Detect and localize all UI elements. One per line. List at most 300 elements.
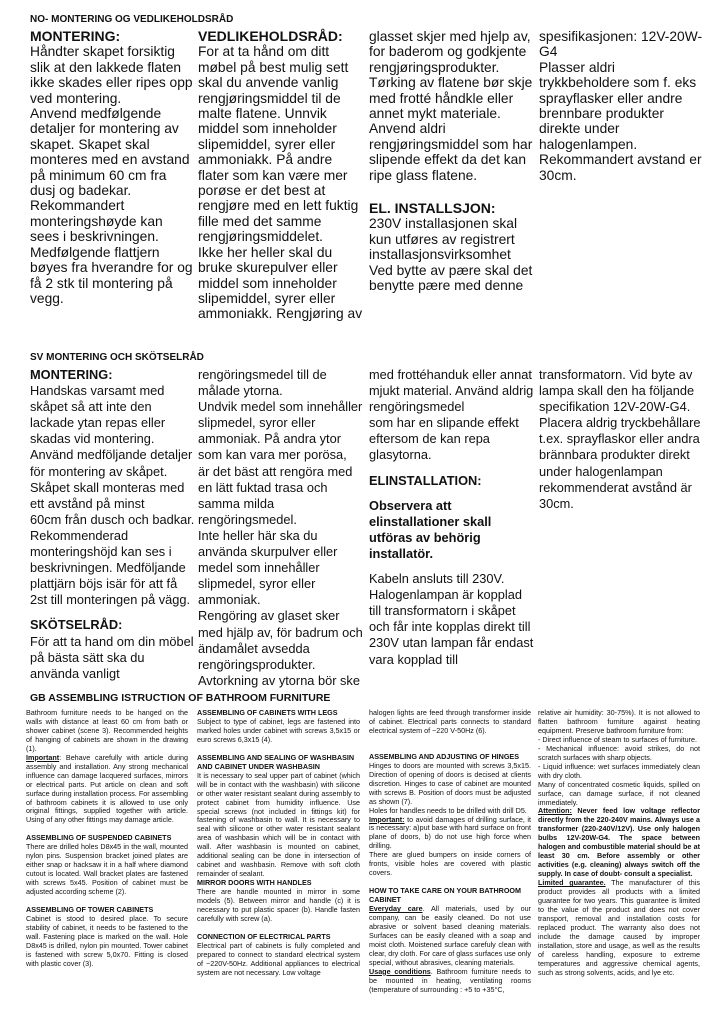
section-sv-header: SV MONTERING OCH SKÖTSELRÅD (30, 352, 204, 363)
text-line (539, 447, 709, 463)
text-span: Ved bytte av pære skal det (369, 262, 533, 278)
underlined-term: Limited guarantee. (538, 878, 606, 888)
text-span: SKÖTSELRÅD: (30, 617, 123, 633)
text-line (30, 75, 192, 90)
text-line (198, 245, 363, 260)
text-line (539, 383, 709, 399)
text-span: med frotté håndkle eller (369, 90, 514, 106)
section-heading (198, 29, 363, 44)
text-span: : Behave carefully with article during assembly and installation. Any strong mechanical influence can damage lacquered surfaces, mirrors or electrical parts. Put article on clean and soft surface during installation process. For assembling of bathroom cabinets it is allowed to use only original fittings, supplied together with article. Using of any other fittings may damage article. (26, 752, 188, 825)
text-line (198, 576, 363, 592)
text-span: ELINSTALLATION: (369, 472, 482, 488)
text-line (198, 415, 363, 431)
text-line (198, 544, 363, 560)
text-line (198, 60, 363, 75)
sv-column-3 (369, 367, 535, 668)
text-line (198, 447, 363, 463)
text-span: sprayflasker eller andre (539, 90, 683, 106)
text-span: rengjøringsprodukter. (369, 59, 500, 75)
text-span: G4 (539, 44, 558, 60)
text-span: medel som innehåller (198, 560, 320, 576)
section-heading (369, 530, 535, 546)
text-span: rengöringsmedel. (198, 511, 297, 527)
text-span: 30cm. (539, 495, 574, 511)
text-line (198, 592, 363, 608)
text-span: trykkbeholdere som f. eks (539, 75, 697, 91)
text-line (538, 879, 700, 977)
text-line (30, 511, 195, 528)
text-span: Inte heller här ska du (198, 527, 318, 543)
text-span: malte flatene. Unnvik (198, 106, 327, 122)
text-line (30, 168, 192, 183)
text-line (369, 816, 531, 852)
text-line (30, 183, 192, 198)
text-line (369, 619, 535, 635)
text-line (30, 60, 192, 75)
text-line (369, 603, 535, 619)
text-line (26, 709, 188, 754)
text-line (538, 781, 700, 808)
text-line (369, 44, 535, 59)
text-line (198, 137, 363, 152)
text-span: t.ex. sprayflaskor eller andra (539, 431, 700, 447)
underlined-term: Usage conditions (369, 966, 431, 976)
text-span: Plasser aldri (539, 59, 615, 75)
text-span: middel som inneholder (198, 275, 337, 291)
text-span: Håndter skapet forsiktig (30, 44, 175, 60)
text-line (539, 121, 709, 136)
text-span: monteringshöjd kan ses i (30, 544, 172, 560)
text-span: Bathroom furniture needs to be hanged on the walls with distance at least 60 cm from bath or shower cabinet (scene 3). Recommended heights of hanging of cabinets are shown in the drawing (1). (26, 708, 188, 753)
text-line (369, 415, 535, 431)
text-span: ammoniak. På andra ytor (198, 431, 341, 447)
text-span: MIRROR DOORS WITH HANDLES (197, 878, 312, 888)
text-line (369, 121, 535, 136)
section-no-header: NO- MONTERING OG VEDLIKEHOLDSRÅD (30, 14, 234, 25)
text-span: slik at den lakkede flaten (30, 59, 182, 75)
text-line (198, 657, 363, 673)
text-line (369, 367, 535, 383)
text-span: Kabeln ansluts till 230V. (369, 571, 505, 587)
section-heading (369, 201, 535, 216)
text-line (539, 152, 709, 167)
text-span: halogenlampen. (539, 136, 638, 152)
text-line (539, 60, 709, 75)
text-span: kun utføres av registrert (369, 231, 515, 247)
text-span: Subject to type of cabinet, legs are fastened into marked holes under cabinet with screws 3,5x15 or euro screws 6,3x15 (4). (197, 716, 360, 744)
text-span: ikke skades eller ripes opp (30, 75, 193, 91)
text-span: rengjøringsmiddelet. (198, 229, 323, 245)
text-span: på minimum 60 cm fra (30, 167, 167, 183)
text-span: målade ytorna. (198, 383, 283, 399)
spacer (30, 608, 192, 617)
text-line (198, 91, 363, 106)
text-line (369, 247, 535, 262)
text-line (30, 291, 192, 306)
text-line (30, 276, 192, 291)
text-line (539, 44, 709, 59)
text-span: ammoniakk. Rengjøring av (198, 306, 363, 322)
text-span: ASSEMBLING OF TOWER CABINETS (26, 905, 154, 915)
text-span: till transformatorn i skåpet (369, 603, 516, 619)
text-span: en lätt fuktad trasa och (198, 479, 328, 495)
text-line (198, 608, 363, 624)
text-span: rengöringsprodukter. (198, 656, 316, 672)
text-span: ändamålet avsedda (198, 640, 310, 656)
text-line (369, 905, 531, 968)
text-line (369, 571, 535, 587)
text-line (198, 641, 363, 657)
text-line (30, 464, 192, 480)
text-span: transformatorn. Vid byte av (539, 367, 693, 382)
text-line (26, 915, 188, 969)
text-line (539, 91, 709, 106)
text-span: sees i beskrivningen. (30, 229, 159, 245)
text-span: slipmedel, syror eller (198, 576, 316, 592)
section-heading (369, 498, 535, 514)
section-gb-header: GB ASSEMBLING ISTRUCTION OF BATHROOM FURNITURE (30, 692, 331, 704)
text-line (198, 106, 363, 121)
text-line (369, 263, 535, 278)
text-span: rengjøre med en lett fuktig (198, 198, 359, 214)
text-line (539, 106, 709, 121)
text-span: Halogenlampan är kopplad (369, 587, 522, 603)
text-span: annet mykt materiale. (369, 106, 501, 122)
text-line (538, 807, 700, 879)
text-span: som har en slipande effekt (369, 415, 519, 431)
text-span: møbel på best mulig sett (198, 59, 349, 75)
section-heading (30, 617, 192, 633)
text-span: direkte under (539, 121, 620, 137)
text-span: slipemiddel, syrer eller (198, 136, 336, 152)
bold-text: Never feed low voltage reflector directly from the 220-240V mains. Always use a transformer (220-240V/12V). Use only halogen bulbs 12V-20W-G4. The space between halogen and combustible material should be at least 30 cm. Before assembly or other activities (e.g. cleaning) always switch off the supply. In case of doubt- consult a specialist. (538, 806, 700, 879)
text-line (369, 152, 535, 167)
text-line (30, 229, 192, 244)
text-span: ASSEMBLING AND ADJUSTING OF HINGES (369, 751, 520, 761)
text-span: elinstallationer skall (369, 513, 492, 529)
text-line (30, 121, 192, 136)
text-span: Tørking av flatene bør skje (369, 75, 533, 91)
text-span: MONTERING: (30, 28, 121, 44)
text-line (30, 152, 192, 167)
text-span: Ikke her heller skal du (198, 244, 333, 260)
text-span: vegg. (30, 290, 64, 306)
no-column-4 (539, 29, 709, 183)
text-span: Använd medföljande detaljer (30, 447, 193, 463)
spacer (369, 736, 531, 753)
text-line (30, 560, 192, 576)
underlined-term: Everyday care (369, 904, 423, 914)
gb-column-4 (538, 709, 700, 978)
no-column-3 (369, 29, 535, 294)
text-span: benytte pære med denne (369, 278, 524, 294)
text-line (369, 652, 535, 668)
text-span: porøse er det best at (198, 183, 326, 199)
text-line (198, 625, 363, 641)
text-line (30, 496, 192, 512)
text-line (30, 245, 192, 260)
sv-column-2 (198, 367, 363, 689)
text-span: rengöringsmedel (369, 399, 465, 415)
text-span: to avoid damages of drilling surface, it is necessary: a)put base with hard surface on front plane of doors, b) do not use high force when drilling. (369, 814, 531, 851)
text-span: It is necessary to seal upper part of cabinet (which will be in contact with the washbasin) with silicone or other water resistant sealant during assembly to protect cabinet from humidity influence. Use special screws (not included in fittings kit) for fastening of washbasin to wall. It is necessary to seal with silicone or other water resistant sealant area of washbasin which will be in contact with wall. After washbasin is mounted on cabinet, additional sealing can be done in intersection of cabinet and washbasin. Remove with soft cloth remainder of sealant. (197, 770, 360, 879)
text-line (539, 29, 709, 44)
text-span: brennbare produkter (539, 106, 665, 122)
text-line (539, 75, 709, 90)
text-line (198, 214, 363, 229)
text-span: detaljer for montering av (30, 121, 179, 137)
text-line (30, 106, 192, 121)
text-span: There are glued bumpers on inside corners of fronts, visible holes are covered with plastic covers. (369, 850, 531, 878)
text-line (197, 772, 360, 879)
text-span: ett avstånd på minst (30, 495, 145, 511)
text-span: skadas vid montering. (30, 431, 155, 447)
section-heading (369, 887, 531, 905)
text-line (30, 666, 192, 682)
text-span: Rekommenderad (30, 527, 129, 543)
text-span: monteringshøyde kan (30, 213, 163, 229)
text-span: fille med det samme (198, 213, 322, 229)
text-span: specifikation 12V-20W-G4. (539, 399, 691, 415)
section-heading (197, 754, 360, 772)
text-span: rekommenderat avstånd är (539, 479, 692, 495)
text-line (197, 718, 360, 745)
text-span: relative air humidity: 30-75%). It is not allowed to flatten bathroom furniture against heating equipment. Preserve bathroom furniture from: (538, 708, 700, 735)
text-line (198, 528, 363, 544)
text-line (539, 464, 709, 480)
text-line (369, 968, 531, 995)
underlined-term: Important: (369, 814, 405, 824)
text-line (30, 528, 192, 544)
text-span: rengöringsmedel till de (198, 367, 327, 382)
text-line (30, 480, 192, 496)
text-line (197, 888, 360, 924)
no-column-1 (30, 29, 192, 306)
text-line (539, 168, 709, 183)
text-span: plattjärn böjs isär för att få (30, 576, 178, 592)
text-line (539, 367, 709, 383)
text-span: mjukt material. Använd aldrig (369, 383, 534, 399)
text-span: få 2 stk til montering på (30, 275, 173, 291)
text-span: halogen lights are feed through transformer inside of cabinet. Electrical parts connects to standard electrical system of ~220 V-50Hz (6). (369, 708, 531, 735)
text-line (369, 137, 535, 152)
text-line (198, 260, 363, 275)
text-span: lampa skall den ha följande (539, 383, 695, 399)
text-line (539, 480, 709, 496)
text-span: flater som kan være mer (198, 167, 348, 183)
text-span: Handskas varsamt med (30, 383, 165, 399)
text-line (198, 198, 363, 213)
section-no (0, 14, 725, 334)
text-line (198, 480, 363, 496)
text-line (198, 431, 363, 447)
text-span: Hinges to doors are mounted with screws 3,5x15. Direction of opening of doors is decised at clients discretion. Hinges to case of cabinet are mounted with screws B. Position of doors must be adjusted as shown (7). (369, 760, 531, 806)
text-span: ASSEMBLING OF CABINETS WITH LEGS (197, 708, 338, 717)
text-span: 230V utan lampan får endast (369, 635, 534, 651)
text-span: på bästa sätt ska du (30, 649, 145, 665)
text-span: VEDLIKEHOLDSRÅD: (198, 28, 343, 44)
text-span: eftersom de kan repa (369, 431, 490, 447)
text-line (30, 44, 192, 59)
text-span: Undvik medel som innehåller (198, 399, 363, 415)
text-line (369, 709, 531, 736)
text-span: glasytorna. (369, 447, 432, 463)
text-span: Observera att (369, 497, 452, 513)
text-span: Medfølgende flattjern (30, 244, 160, 260)
text-span: There are drilled holes D8x45 in the wall, mounted nylon pins. Suspension bracket joined plates are either snap or hacksaw it in a half where diamond cutout is located. Wall bracket plates are fastened with screws 5x45. Position of cabinet must be adjusted according scheme (2). (26, 842, 188, 897)
text-line (30, 198, 192, 213)
text-line (30, 634, 192, 650)
text-span: MONTERING: (30, 367, 113, 382)
text-line (198, 496, 363, 512)
text-span: There are handle mounted in mirror in some models (5). Between mirror and handle (c) it is necessary to put plastic spacer (b). Handle fasten carefully with screw (a). (197, 887, 360, 923)
text-span: Anvend medfølgende (30, 106, 162, 122)
text-span: vara kopplad till (369, 651, 458, 667)
text-span: för montering av skåpet. (30, 463, 168, 479)
text-line (30, 91, 192, 106)
spacer (369, 464, 535, 473)
text-span: Rekommandert (30, 198, 125, 214)
text-span: Cabinet is stood to desired place. To secure stability of cabinet, it needs to be fastened to the wall. Fastening place is marked on the wall. Hole D8x45 is drilled, nylon pin mounted. Tower cabinet is fastened with screw 5,0x70. Fitting is closed with plastic cover (3). (26, 914, 188, 968)
text-span: med hjälp av, för badrum och (198, 624, 363, 640)
text-line (369, 232, 535, 247)
text-line (30, 260, 192, 275)
text-span: ved montering. (30, 90, 122, 106)
text-line (538, 763, 700, 781)
text-line (30, 431, 192, 447)
text-span: Placera aldrig tryckbehållare (539, 415, 701, 431)
text-span: Anvend aldri (369, 121, 446, 137)
text-span: monteres med en avstand (30, 152, 190, 168)
gb-column-1 (26, 709, 188, 969)
text-span: under halogenlampan (539, 463, 663, 479)
text-line (369, 383, 535, 399)
text-span: ASSEMBLING AND SEALING OF WASHBASIN AND CABINET UNDER WASHBASIN (197, 752, 355, 771)
section-heading (369, 473, 535, 489)
text-line (369, 447, 535, 463)
text-line (198, 464, 363, 480)
text-line (538, 709, 700, 736)
spacer (369, 489, 535, 498)
section-heading (369, 514, 535, 530)
text-span: slipende effekt da det kan (369, 152, 526, 168)
text-span: - Mechanical influence: avoid strikes, do not scratch surfaces with sharp objects. (538, 743, 700, 762)
underlined-term: Attention: (538, 806, 572, 816)
text-line (30, 383, 192, 399)
section-heading (369, 546, 535, 562)
spacer (369, 562, 535, 571)
text-span: HOW TO TAKE CARE ON YOUR BATHROOM CABINET (369, 886, 521, 905)
text-line (539, 399, 709, 415)
text-line (198, 512, 363, 528)
text-span: 30cm. (539, 167, 577, 183)
text-span: slipmedel, syror eller (198, 415, 316, 431)
text-span: använda vanligt (30, 665, 120, 681)
text-line (539, 431, 709, 447)
section-gb (0, 692, 725, 1022)
text-span: installatör. (369, 545, 434, 561)
underlined-term: Important (26, 752, 60, 762)
text-line (369, 216, 535, 231)
text-span: rengjøringsmiddel til de (198, 90, 341, 106)
text-span: bøyes fra hverandre for og (30, 260, 193, 276)
text-line (198, 168, 363, 183)
text-line (369, 635, 535, 651)
text-line (198, 75, 363, 90)
text-span: For at ta hånd om ditt (198, 44, 330, 60)
text-span: ASSEMBLING OF SUSPENDED CABINETS (26, 833, 172, 843)
text-span: - Liquid influence: wet surfaces immediately clean with dry cloth. (538, 761, 700, 780)
text-span: ammoniak. (198, 592, 261, 608)
text-line (198, 673, 363, 689)
text-line (539, 137, 709, 152)
text-span: . All materials, used by our company, can be easily cleaned. Do not use abrasive or solvent based cleaning materials. Surfaces can be easily cleaned with a soap and moist cloth. Moistened surface carefuly clean with clear, dry cloth. For care of glass surfaces use only special, without abrasives, cleaning materials. (369, 904, 531, 967)
text-line (539, 415, 709, 431)
text-line (197, 942, 360, 978)
text-line (198, 367, 363, 383)
text-span: skapet. Skapet skal (30, 136, 150, 152)
text-line (198, 383, 363, 399)
text-line (369, 762, 531, 807)
text-span: ammoniakk. På andre (198, 152, 333, 168)
sv-column-4 (539, 367, 709, 512)
text-line (30, 576, 192, 592)
text-line (539, 496, 709, 512)
text-span: Rekommandert avstand er (539, 152, 702, 168)
text-span: - Direct influence of steam to surfaces of furniture. (538, 734, 697, 744)
text-span: middel som inneholder (198, 121, 337, 137)
text-span: Many of concentrated cosmetic liquids, spilled on surface, can damage surface, if not cleaned immediately. (538, 779, 700, 807)
text-span: är det bäst att rengöra med (198, 463, 353, 479)
text-span: För att ta hand om din möbel (30, 633, 194, 649)
text-line (30, 137, 192, 152)
text-line (30, 544, 192, 560)
text-span: spesifikasjonen: 12V-20W- (539, 29, 703, 44)
text-span: The manufacturer of this product provides all products with a limited guarantee for two years. This guarantee is limited to the value of the product and does not cover transport, removal and installation costs for replaced product. The warranty also does not include the damage caused by improper installation, store and usage, as well as the results of careless handling, exposure to extreme temperatures and aggressive chemical agents, such as strong solvents, acids, and lye etc. (538, 878, 700, 977)
text-line (30, 399, 192, 415)
text-span: dusj og badekar. (30, 183, 132, 199)
text-line (538, 745, 700, 763)
text-span: lackade ytan repas eller (30, 415, 166, 431)
text-line (369, 278, 535, 293)
text-span: . Bathroom furniture needs to be mounted in heating, ventilating rooms (temperature of surrounding : +5 to +35°C, (369, 966, 532, 994)
section-sv (0, 352, 725, 688)
text-span: 230V installasjonen skal (369, 216, 518, 232)
text-line (369, 431, 535, 447)
text-span: slipemiddel, syrer eller (198, 290, 336, 306)
text-line (369, 29, 535, 44)
text-line (198, 399, 363, 415)
text-line (369, 91, 535, 106)
text-span: EL. INSTALLSJON: (369, 200, 496, 217)
text-span: 60cm från dusch och badkar. (30, 511, 195, 527)
text-span: beskrivningen. Medföljande (30, 560, 186, 576)
text-span: Electrical part of cabinets is fully completed and prepared to connect to standard electrical system of ~220V-50Hz. Additional appliances to electrical system are not necessary. Low voltage (197, 940, 360, 977)
text-span: med frottéhanduk eller annat (369, 367, 532, 382)
text-span: skåpet så att inte den (30, 399, 152, 415)
text-span: Holes for handles needs to be drilled with drill D5. (369, 805, 527, 815)
text-span: 2st till monteringen på vägg. (30, 592, 191, 608)
text-span: brännbara produkter direkt (539, 447, 690, 463)
text-span: som kan vara mer porösa, (198, 447, 347, 463)
text-span: och får inte kopplas direkt till (369, 619, 531, 635)
text-line (198, 152, 363, 167)
gb-column-2 (197, 709, 360, 978)
text-line (198, 44, 363, 59)
text-span: Skåpet skall monteras med (30, 479, 185, 495)
text-line (369, 106, 535, 121)
text-line (30, 447, 192, 463)
